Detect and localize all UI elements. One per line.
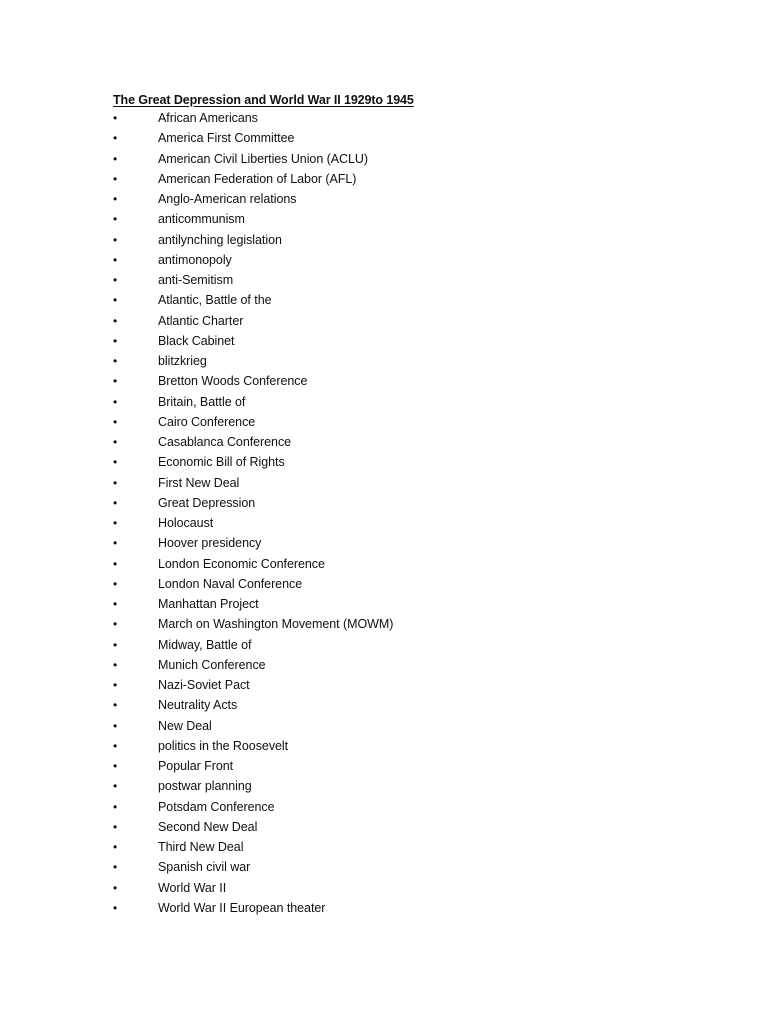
list-item-text: blitzkrieg xyxy=(158,354,207,368)
list-item-text: Spanish civil war xyxy=(158,860,251,875)
bullet-icon: • xyxy=(113,273,118,287)
bullet-icon: • xyxy=(113,637,118,652)
bullet-icon: • xyxy=(113,171,118,186)
list-item-text: Second New Deal xyxy=(158,819,258,834)
list-item-text: antilynching legislation xyxy=(158,232,282,247)
bullet-icon: • xyxy=(113,252,118,267)
bullet-icon: • xyxy=(113,779,118,794)
bullet-icon: • xyxy=(113,394,118,409)
bullet-icon: • xyxy=(113,657,118,672)
bullet-icon: • xyxy=(113,414,118,429)
bullet-icon: • xyxy=(113,212,118,227)
bullet-icon: • xyxy=(113,617,118,632)
list-item-text: Third New Deal xyxy=(158,840,244,854)
bullet-icon: • xyxy=(113,698,118,713)
bullet-icon: • xyxy=(113,536,118,551)
list-item-text: Atlantic, Battle of the xyxy=(158,293,272,308)
list-item-text: American Civil Liberties Union (ACLU) xyxy=(158,151,369,166)
bullet-icon: • xyxy=(113,597,118,611)
list-item-text: Cairo Conference xyxy=(158,414,256,429)
list-item-text: March on Washington Movement (MOWM) xyxy=(158,617,394,632)
bullet-icon: • xyxy=(113,232,118,247)
bullet-icon: • xyxy=(113,860,118,875)
bullet-icon: • xyxy=(113,900,118,915)
bullet-icon: • xyxy=(113,131,118,146)
list-item-text: America First Committee xyxy=(158,131,295,146)
list-item-text: Munich Conference xyxy=(158,657,266,672)
list-item-text: antimonopoly xyxy=(158,252,232,267)
bullet-icon: • xyxy=(113,718,118,733)
list-item-text: Britain, Battle of xyxy=(158,394,246,409)
list-item-text: American Federation of Labor (AFL) xyxy=(158,171,357,186)
bullet-icon: • xyxy=(113,313,118,328)
list-item-text: African Americans xyxy=(158,111,258,125)
list-item-text: London Economic Conference xyxy=(158,556,325,571)
bullet-icon: • xyxy=(113,678,118,692)
list-item-text: anti-Semitism xyxy=(158,273,234,287)
list-item-text: Midway, Battle of xyxy=(158,637,252,652)
bullet-icon: • xyxy=(113,880,118,895)
bullet-icon: • xyxy=(113,111,118,125)
bullet-icon: • xyxy=(113,475,118,490)
bullet-icon: • xyxy=(113,819,118,834)
bullet-icon: • xyxy=(113,151,118,166)
bullet-icon: • xyxy=(113,333,118,348)
bullet-icon: • xyxy=(113,516,118,530)
bullet-icon: • xyxy=(113,556,118,571)
bullet-icon: • xyxy=(113,354,118,368)
list-item-text: First New Deal xyxy=(158,475,240,490)
list-item-text: Atlantic Charter xyxy=(158,313,244,328)
bullet-icon: • xyxy=(113,192,118,206)
list-item-text: Great Depression xyxy=(158,495,256,510)
bullet-icon: • xyxy=(113,293,118,308)
list-item-text: Potsdam Conference xyxy=(158,799,275,814)
bullet-icon: • xyxy=(113,374,118,389)
bullet-icon: • xyxy=(113,455,118,470)
bullet-icon: • xyxy=(113,576,118,591)
list-item-text: New Deal xyxy=(158,718,212,733)
list-item-text: Manhattan Project xyxy=(158,597,259,611)
list-item-text: London Naval Conference xyxy=(158,576,303,591)
list-item-text: World War II xyxy=(158,880,227,895)
list-item-text: Neutrality Acts xyxy=(158,698,238,713)
list-item-text: politics in the Roosevelt xyxy=(158,738,289,753)
list-item-text: Casablanca Conference xyxy=(158,435,292,449)
list-item-text: Anglo-American relations xyxy=(158,192,297,206)
list-item-text: postwar planning xyxy=(158,779,252,794)
list-item-text: Economic Bill of Rights xyxy=(158,455,285,470)
document-title: The Great Depression and World War II 1929to 1945 xyxy=(113,93,414,107)
list-item-text: Black Cabinet xyxy=(158,333,235,348)
list-item-text: World War II European theater xyxy=(158,900,326,915)
list-item-text: Hoover presidency xyxy=(158,536,262,551)
bullet-icon: • xyxy=(113,840,118,854)
list-item-text: Bretton Woods Conference xyxy=(158,374,308,389)
list-item-text: anticommunism xyxy=(158,212,245,227)
bullet-icon: • xyxy=(113,435,118,449)
list-item-text: Popular Front xyxy=(158,759,234,773)
bullet-icon: • xyxy=(113,495,118,510)
list-item-text: Nazi-Soviet Pact xyxy=(158,678,250,692)
bullet-icon: • xyxy=(113,799,118,814)
bullet-icon: • xyxy=(113,759,118,773)
list-item-text: Holocaust xyxy=(158,516,214,530)
bullet-icon: • xyxy=(113,738,118,753)
